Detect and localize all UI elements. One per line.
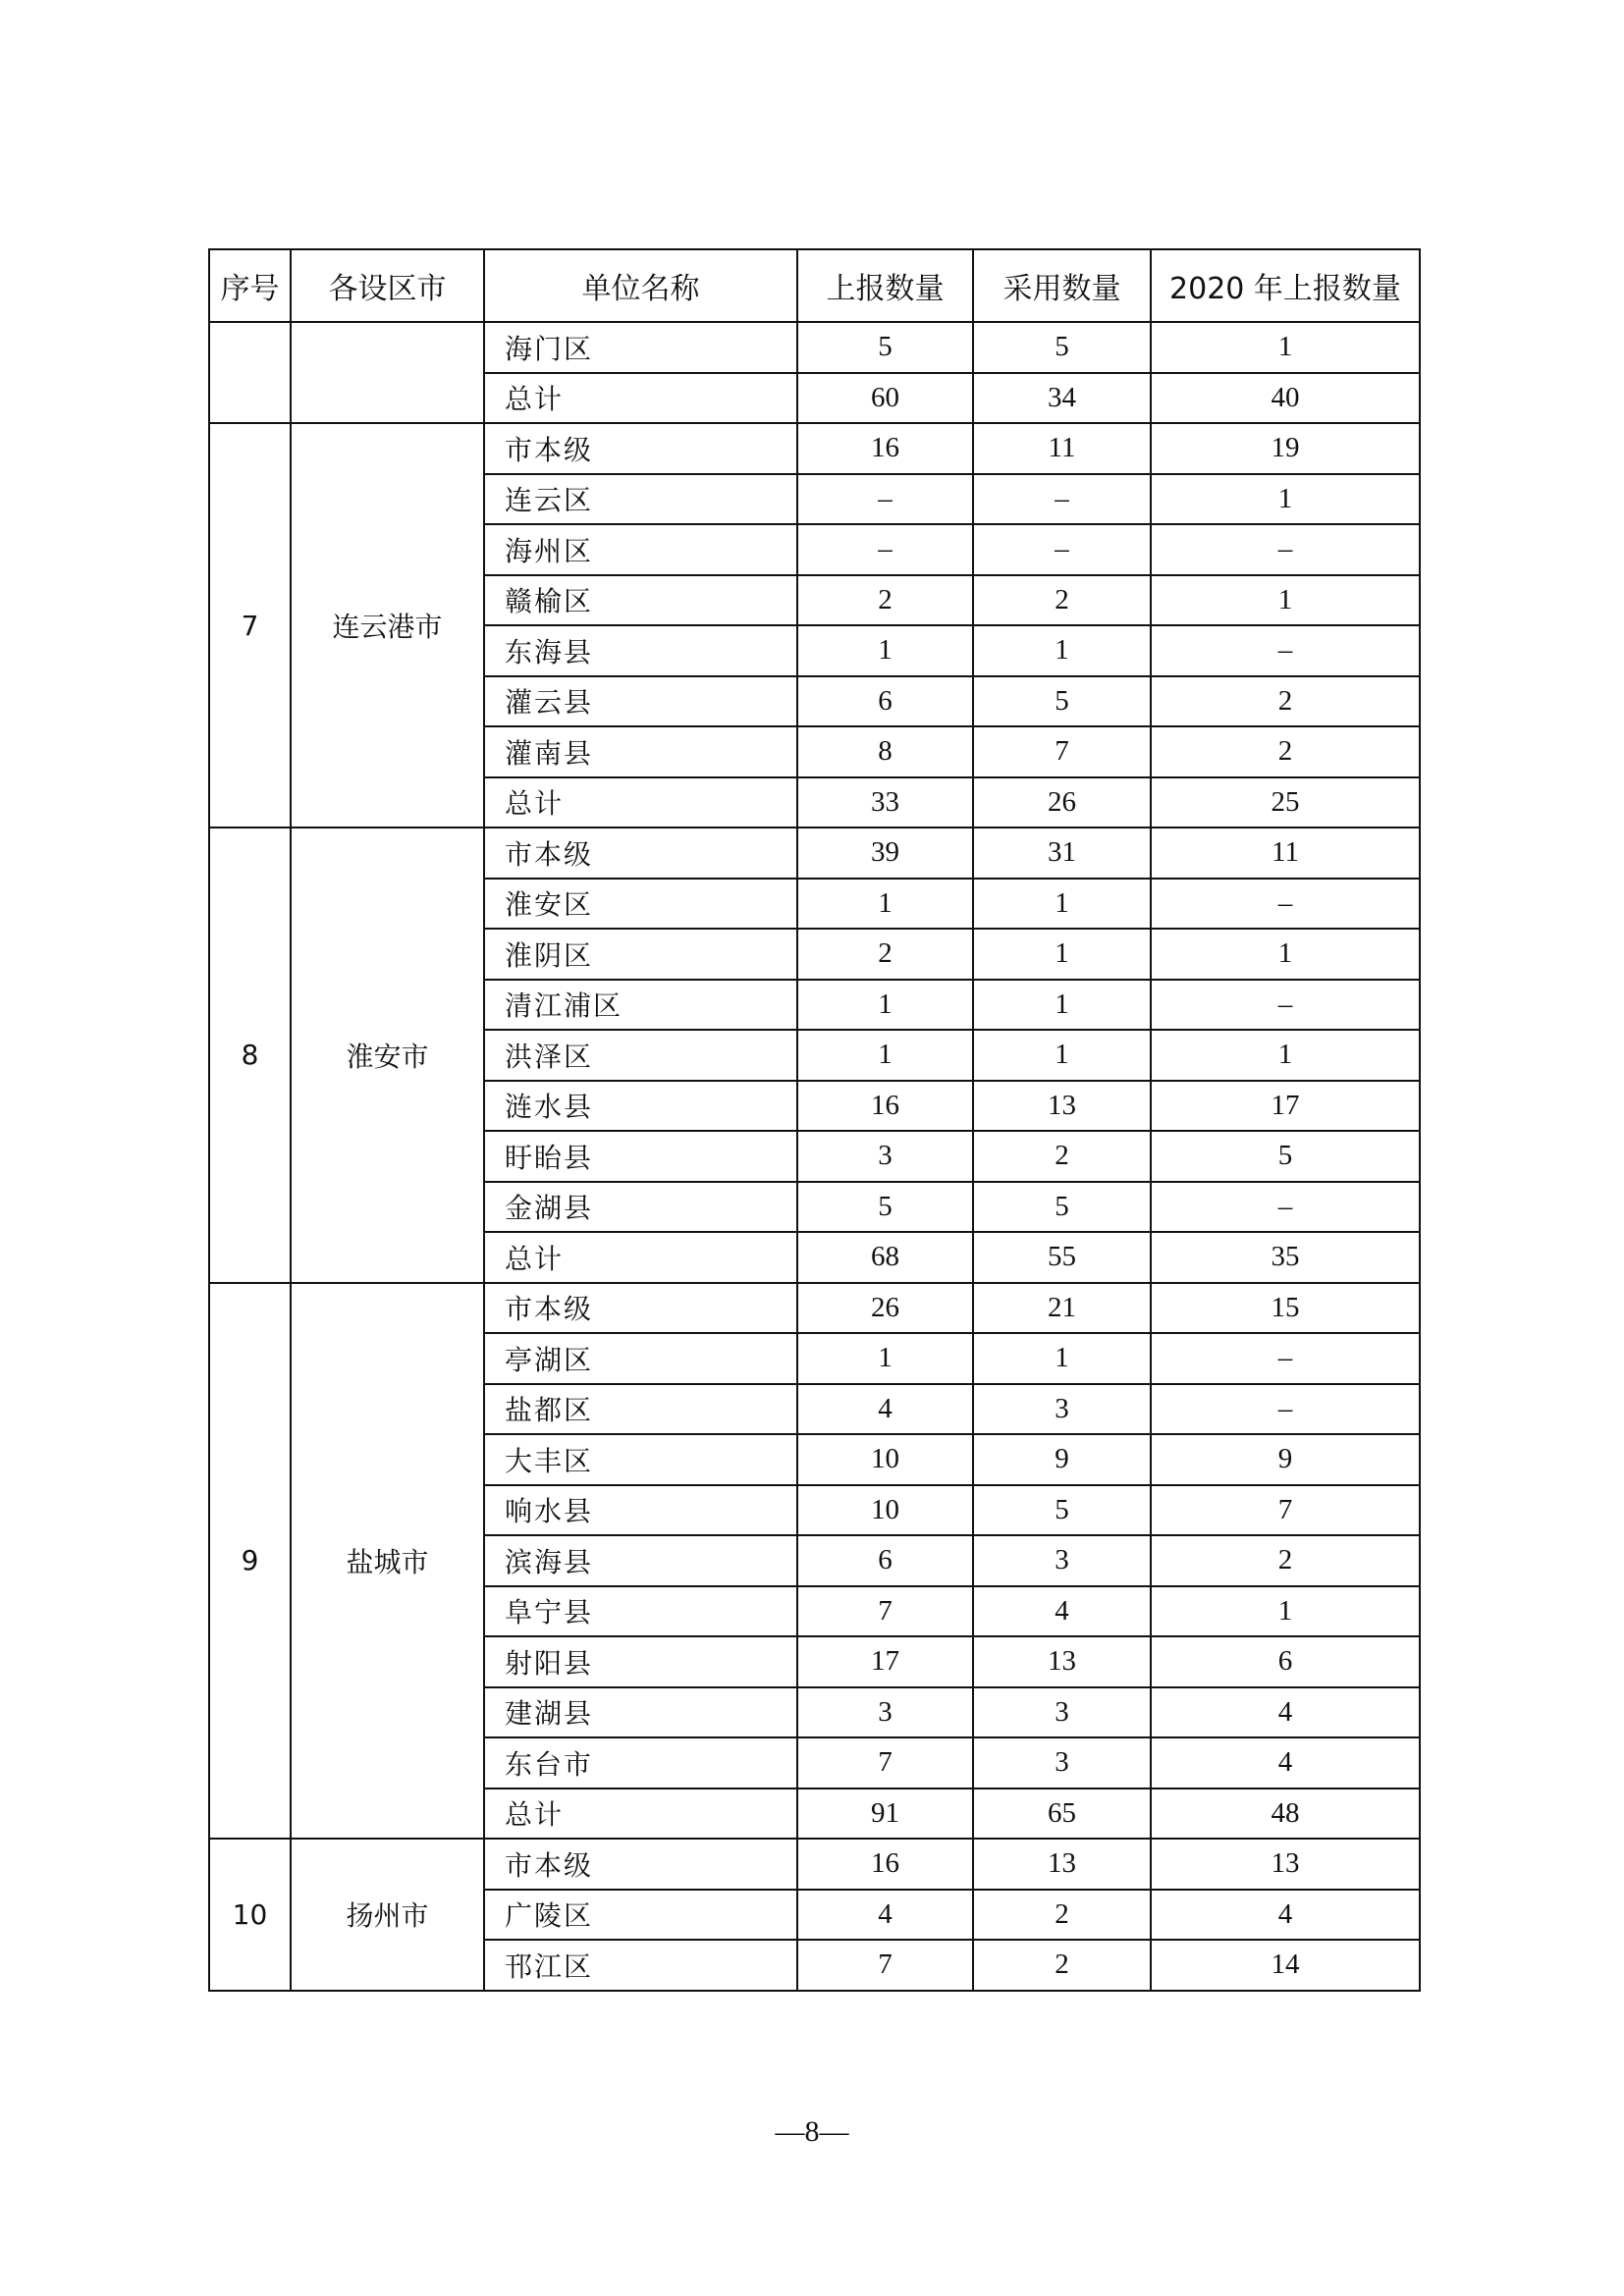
seq-cell: 10 [209,1839,291,1991]
reported-2020-cell: 1 [1151,929,1420,980]
adopted-cell: 3 [973,1535,1151,1586]
unit-cell: 总计 [484,1232,797,1283]
reported-2020-cell: 48 [1151,1789,1420,1840]
reported-2020-cell: 4 [1151,1890,1420,1941]
reported-cell: 1 [797,625,973,676]
unit-cell: 淮阴区 [484,929,797,980]
page-number: —8— [775,2115,849,2148]
reported-cell: 16 [797,1081,973,1132]
unit-cell: 灌云县 [484,676,797,727]
adopted-cell: 7 [973,726,1151,777]
reported-cell: 39 [797,828,973,879]
header-city: 各设区市 [291,249,484,322]
adopted-cell: 4 [973,1586,1151,1637]
reported-cell: 7 [797,1940,973,1991]
adopted-cell: – [973,524,1151,575]
unit-cell: 市本级 [484,828,797,879]
header-reported: 上报数量 [797,249,973,322]
reported-2020-cell: – [1151,980,1420,1031]
reported-cell: 3 [797,1687,973,1738]
table-row [209,828,1420,879]
reported-2020-cell: 6 [1151,1636,1420,1687]
adopted-cell: 1 [973,625,1151,676]
unit-cell: 邗江区 [484,1940,797,1991]
adopted-cell: 1 [973,1333,1151,1384]
unit-cell: 响水县 [484,1485,797,1536]
header-adopted: 采用数量 [973,249,1151,322]
reported-cell: 5 [797,1182,973,1233]
reported-cell: 2 [797,575,973,626]
reported-2020-cell: 1 [1151,575,1420,626]
unit-cell: 海门区 [484,322,797,373]
city-cell: 连云港市 [291,423,484,828]
adopted-cell: 11 [973,423,1151,474]
reported-2020-cell: 1 [1151,474,1420,525]
unit-cell: 阜宁县 [484,1586,797,1637]
reported-cell: 91 [797,1789,973,1840]
unit-cell: 建湖县 [484,1687,797,1738]
adopted-cell: 3 [973,1737,1151,1789]
adopted-cell: 34 [973,373,1151,424]
unit-cell: 清江浦区 [484,980,797,1031]
adopted-cell: 1 [973,929,1151,980]
reported-cell: 33 [797,777,973,828]
table-row [209,1839,1420,1890]
unit-cell: 淮安区 [484,879,797,930]
unit-cell: 东海县 [484,625,797,676]
unit-cell: 赣榆区 [484,575,797,626]
table-row [209,1283,1420,1334]
reported-2020-cell: 2 [1151,676,1420,727]
report-table [208,248,1421,1992]
reported-cell: 4 [797,1890,973,1941]
city-cell: 扬州市 [291,1839,484,1991]
unit-cell: 金湖县 [484,1182,797,1233]
adopted-cell: 55 [973,1232,1151,1283]
table-body [209,322,1420,1991]
adopted-cell: 2 [973,1890,1151,1941]
reported-cell: – [797,524,973,575]
adopted-cell: 2 [973,1940,1151,1991]
table-header [209,249,1420,322]
reported-2020-cell: 2 [1151,1535,1420,1586]
reported-cell: 10 [797,1434,973,1485]
reported-2020-cell: 35 [1151,1232,1420,1283]
header-row [209,249,1420,322]
reported-cell: 8 [797,726,973,777]
reported-cell: 2 [797,929,973,980]
city-cell: 盐城市 [291,1283,484,1840]
reported-2020-cell: 7 [1151,1485,1420,1536]
unit-cell: 总计 [484,1789,797,1840]
reported-2020-cell: – [1151,1333,1420,1384]
seq-cell: 9 [209,1283,291,1840]
reported-cell: – [797,474,973,525]
adopted-cell: 1 [973,879,1151,930]
adopted-cell: 5 [973,1485,1151,1536]
reported-cell: 1 [797,1333,973,1384]
unit-cell: 连云区 [484,474,797,525]
unit-cell: 洪泽区 [484,1030,797,1081]
seq-cell [209,322,291,423]
adopted-cell: 65 [973,1789,1151,1840]
adopted-cell: 3 [973,1384,1151,1435]
reported-2020-cell: 19 [1151,423,1420,474]
unit-cell: 滨海县 [484,1535,797,1586]
unit-cell: 总计 [484,373,797,424]
header-seq: 序号 [209,249,291,322]
adopted-cell: 13 [973,1081,1151,1132]
unit-cell: 盱眙县 [484,1131,797,1182]
adopted-cell: 1 [973,1030,1151,1081]
reported-2020-cell: 4 [1151,1737,1420,1789]
reported-cell: 16 [797,423,973,474]
reported-cell: 6 [797,676,973,727]
reported-2020-cell: 13 [1151,1839,1420,1890]
adopted-cell: – [973,474,1151,525]
reported-cell: 1 [797,879,973,930]
reported-2020-cell: 2 [1151,726,1420,777]
reported-cell: 10 [797,1485,973,1536]
reported-cell: 1 [797,1030,973,1081]
reported-2020-cell: 1 [1151,322,1420,373]
table-row [209,322,1420,373]
reported-2020-cell: – [1151,1182,1420,1233]
reported-2020-cell: 14 [1151,1940,1420,1991]
unit-cell: 东台市 [484,1737,797,1789]
reported-cell: 6 [797,1535,973,1586]
adopted-cell: 2 [973,1131,1151,1182]
reported-2020-cell: – [1151,879,1420,930]
adopted-cell: 31 [973,828,1151,879]
adopted-cell: 21 [973,1283,1151,1334]
unit-cell: 射阳县 [484,1636,797,1687]
adopted-cell: 13 [973,1636,1151,1687]
reported-cell: 16 [797,1839,973,1890]
reported-2020-cell: 1 [1151,1030,1420,1081]
reported-2020-cell: 5 [1151,1131,1420,1182]
reported-2020-cell: – [1151,1384,1420,1435]
reported-cell: 60 [797,373,973,424]
adopted-cell: 3 [973,1687,1151,1738]
reported-cell: 3 [797,1131,973,1182]
table-row [209,423,1420,474]
unit-cell: 市本级 [484,1283,797,1334]
reported-cell: 7 [797,1586,973,1637]
reported-2020-cell: – [1151,625,1420,676]
reported-cell: 68 [797,1232,973,1283]
city-cell [291,322,484,423]
reported-2020-cell: 17 [1151,1081,1420,1132]
adopted-cell: 13 [973,1839,1151,1890]
unit-cell: 大丰区 [484,1434,797,1485]
header-reported-2020: 2020 年上报数量 [1151,249,1420,322]
unit-cell: 海州区 [484,524,797,575]
reported-cell: 26 [797,1283,973,1334]
adopted-cell: 5 [973,676,1151,727]
seq-cell: 8 [209,828,291,1283]
adopted-cell: 26 [973,777,1151,828]
unit-cell: 市本级 [484,1839,797,1890]
reported-2020-cell: 4 [1151,1687,1420,1738]
unit-cell: 盐都区 [484,1384,797,1435]
unit-cell: 市本级 [484,423,797,474]
reported-2020-cell: 40 [1151,373,1420,424]
reported-cell: 7 [797,1737,973,1789]
reported-cell: 1 [797,980,973,1031]
unit-cell: 广陵区 [484,1890,797,1941]
reported-2020-cell: 1 [1151,1586,1420,1637]
reported-2020-cell: 15 [1151,1283,1420,1334]
city-cell: 淮安市 [291,828,484,1283]
reported-cell: 4 [797,1384,973,1435]
header-unit: 单位名称 [484,249,797,322]
reported-cell: 17 [797,1636,973,1687]
adopted-cell: 2 [973,575,1151,626]
seq-cell: 7 [209,423,291,828]
unit-cell: 总计 [484,777,797,828]
adopted-cell: 1 [973,980,1151,1031]
unit-cell: 涟水县 [484,1081,797,1132]
reported-2020-cell: 11 [1151,828,1420,879]
reported-2020-cell: – [1151,524,1420,575]
reported-2020-cell: 9 [1151,1434,1420,1485]
reported-2020-cell: 25 [1151,777,1420,828]
unit-cell: 亭湖区 [484,1333,797,1384]
adopted-cell: 9 [973,1434,1151,1485]
unit-cell: 灌南县 [484,726,797,777]
adopted-cell: 5 [973,1182,1151,1233]
reported-cell: 5 [797,322,973,373]
adopted-cell: 5 [973,322,1151,373]
